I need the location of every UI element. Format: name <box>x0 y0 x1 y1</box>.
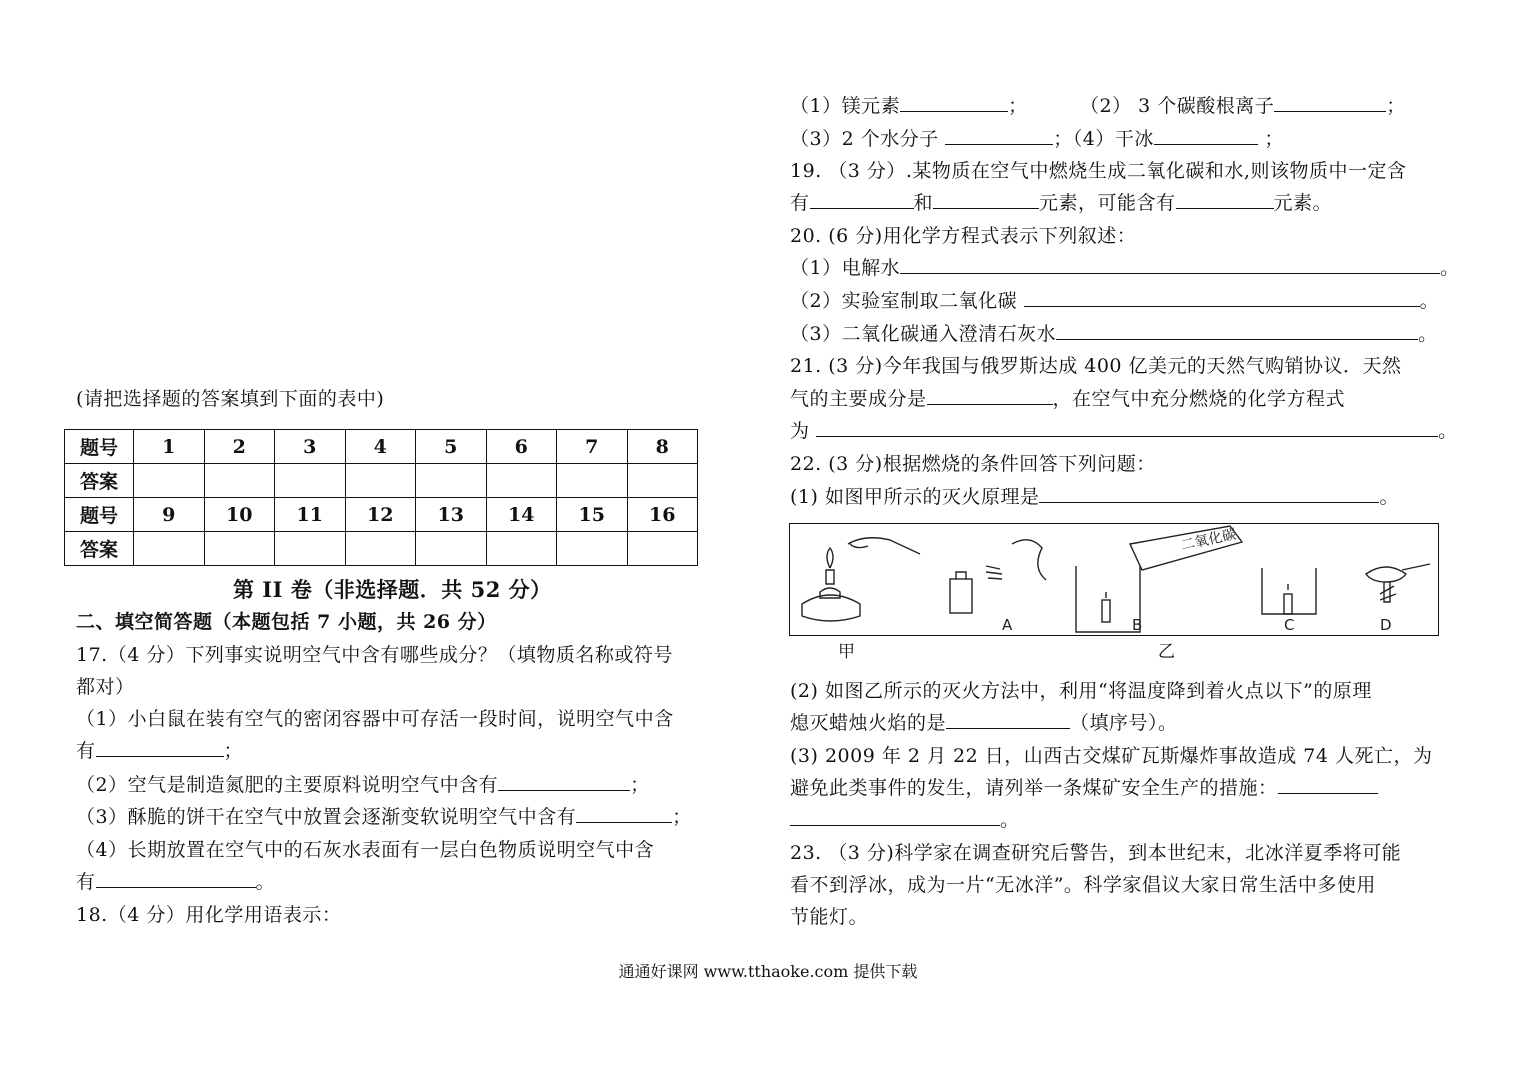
q17-line2: 都对） <box>76 676 135 698</box>
table-cell: 16 <box>627 498 698 532</box>
q21-period: 。 <box>1438 420 1458 442</box>
table-cell: 13 <box>416 498 487 532</box>
q18-3-blank[interactable] <box>945 124 1053 145</box>
footer-credit: 通通好课网 www.tthaoke.com 提供下载 <box>618 962 918 981</box>
q20-3-text: （3）二氧化碳通入澄清石灰水 <box>790 323 1057 345</box>
q20-1-text: （1）电解水 <box>790 257 901 279</box>
q22-3-blank-2[interactable] <box>790 805 1000 826</box>
figure-caption-yi: 乙 <box>1158 642 1176 662</box>
q17-4-prefix: 有 <box>76 871 96 893</box>
q21-prefix: 为 <box>790 420 810 442</box>
answer-cell[interactable] <box>486 464 557 498</box>
table-cell: 题号 <box>65 498 134 532</box>
q17-4-answer-line <box>76 866 275 898</box>
answer-cell[interactable] <box>134 464 205 498</box>
answer-cell[interactable] <box>345 532 416 566</box>
table-cell: 1 <box>134 430 205 464</box>
q20-2-period: 。 <box>1419 290 1440 312</box>
q22-3-period: 。 <box>1000 809 1020 831</box>
table-cell: 6 <box>486 430 557 464</box>
answer-cell[interactable] <box>416 532 487 566</box>
q22-1-period: 。 <box>1379 486 1399 508</box>
figure-label-d: D <box>1380 616 1392 634</box>
table-row <box>65 430 698 464</box>
q20-title: 20. (6 分)用化学方程式表示下列叙述： <box>790 225 1137 247</box>
q23-line1: 23. （3 分)科学家在调查研究后警告，到本世纪末，北冰洋夏季将可能 <box>790 842 1402 864</box>
table-cell: 12 <box>345 498 416 532</box>
candle-c-illustration <box>1262 568 1316 614</box>
q20-1-period: 。 <box>1440 257 1460 279</box>
q22-2-line1: (2) 如图乙所示的灭火方法中，利用“将温度降到着火点以下”的原理 <box>790 680 1372 702</box>
q19-blank-1[interactable] <box>810 188 914 209</box>
q22-2-line2 <box>790 707 1178 739</box>
figure-label-a: A <box>1002 616 1013 634</box>
q17-1-suffix: ； <box>223 740 244 762</box>
q21-line2 <box>790 383 1345 415</box>
section-title: 第 II 卷（非选择题．共 52 分） <box>233 577 552 602</box>
q22-1-blank[interactable] <box>1039 482 1379 503</box>
q22-2-suffix: （填序号）。 <box>1070 712 1178 734</box>
q20-3-blank[interactable] <box>1056 319 1418 340</box>
answer-cell[interactable] <box>204 464 275 498</box>
table-cell: 7 <box>557 430 628 464</box>
q19-blank-2[interactable] <box>933 188 1039 209</box>
q22-2-blank[interactable] <box>946 708 1070 729</box>
q18-1-blank[interactable] <box>900 91 1008 112</box>
q17-line1: 17.（4 分）下列事实说明空气中含有哪些成分？（填物质名称或符号 <box>76 644 673 666</box>
q17-1-answer-line <box>76 735 243 767</box>
q18-4-blank[interactable] <box>1154 124 1258 145</box>
q19-blank-3[interactable] <box>1176 188 1274 209</box>
q22-3-line2 <box>790 772 1378 804</box>
q18-2-suffix: ； <box>1386 95 1406 117</box>
candle-d-illustration <box>1366 564 1430 602</box>
table-cell: 题号 <box>65 430 134 464</box>
table-row <box>65 464 698 498</box>
q20-1-line <box>790 252 1460 284</box>
alcohol-lamp-illustration <box>802 538 920 621</box>
q22-1-text: (1) 如图甲所示的灭火原理是 <box>790 486 1040 508</box>
q19-mid: 元素，可能含有 <box>1039 192 1176 214</box>
q20-3-line <box>790 318 1438 350</box>
q19-and: 和 <box>913 192 934 214</box>
q17-1-prefix: 有 <box>76 740 96 762</box>
q17-2-line <box>76 769 650 801</box>
candle-a-illustration <box>950 540 1046 613</box>
table-cell: 5 <box>416 430 487 464</box>
q22-3-blank-1[interactable] <box>1278 773 1378 794</box>
answer-cell[interactable] <box>557 464 628 498</box>
q21-line3 <box>790 415 1458 447</box>
answer-cell[interactable] <box>345 464 416 498</box>
q17-2-text: （2）空气是制造氮肥的主要原料说明空气中含有 <box>76 774 499 796</box>
q17-4-text: （4）长期放置在空气中的石灰水表面有一层白色物质说明空气中含 <box>76 839 655 861</box>
answer-cell[interactable] <box>486 532 557 566</box>
answer-table <box>64 429 698 566</box>
q20-3-period: 。 <box>1418 323 1438 345</box>
figure-drawing <box>790 524 1440 637</box>
answer-cell[interactable] <box>134 532 205 566</box>
table-cell: 11 <box>275 498 346 532</box>
q17-3-text: （3）酥脆的饼干在空气中放置会逐渐变软说明空气中含有 <box>76 806 577 828</box>
q20-1-blank[interactable] <box>900 253 1440 274</box>
q17-2-blank[interactable] <box>498 770 630 791</box>
q19-prefix: 有 <box>790 192 810 214</box>
answer-cell[interactable] <box>557 532 628 566</box>
q18-3-line <box>790 123 1284 155</box>
q19-suffix: 元素。 <box>1273 192 1333 214</box>
q22-3-line3 <box>790 804 1020 836</box>
q21-text: 气的主要成分是 <box>790 388 927 410</box>
q20-2-text: （2）实验室制取二氧化碳 <box>790 290 1018 312</box>
q22-2-text: 熄灭蜡烛火焰的是 <box>790 712 947 734</box>
figure-caption-jia: 甲 <box>838 642 856 662</box>
q20-2-line <box>790 285 1439 317</box>
table-cell: 14 <box>486 498 557 532</box>
q21-blank-1[interactable] <box>927 384 1053 405</box>
fire-extinguishing-figure <box>789 523 1439 636</box>
table-cell: 4 <box>345 430 416 464</box>
bottle-label: 二氧化碳 <box>1179 526 1238 554</box>
q18-1-text: （1）镁元素 <box>790 95 901 117</box>
q23-line3: 节能灯。 <box>790 906 869 928</box>
q17-4-suffix: 。 <box>255 871 276 893</box>
q17-2-suffix: ； <box>630 774 650 796</box>
q17-3-line <box>76 801 692 833</box>
answer-cell[interactable] <box>204 532 275 566</box>
q21-line1: 21. (3 分)今年我国与俄罗斯达成 400 亿美元的天然气购销协议．天然 <box>790 355 1402 377</box>
q22-1-line <box>790 481 1399 513</box>
q17-1-text: （1）小白鼠在装有空气的密闭容器中可存活一段时间，说明空气中含 <box>76 708 674 730</box>
table-cell: 答案 <box>65 532 134 566</box>
q22-3-line1: (3) 2009 年 2 月 22 日，山西古交煤矿瓦斯爆炸事故造成 74 人死亡，为 <box>790 745 1433 767</box>
q21-text-2: ，在空气中充分燃烧的化学方程式 <box>1052 388 1346 410</box>
part-title: 二、填空简答题（本题包括 7 小题，共 26 分） <box>76 611 497 633</box>
q18-1-line <box>790 90 1028 122</box>
answer-cell[interactable] <box>275 532 346 566</box>
table-cell: 10 <box>204 498 275 532</box>
q18-4-text: ；（4）干冰 <box>1053 128 1154 150</box>
q23-line2: 看不到浮冰，成为一片“无冰洋”。科学家倡议大家日常生活中多使用 <box>790 874 1376 896</box>
figure-label-c: C <box>1284 616 1295 634</box>
q20-2-blank[interactable] <box>1024 286 1420 307</box>
answer-cell[interactable] <box>627 532 698 566</box>
q19-line1: 19. （3 分）.某物质在空气中燃烧生成二氧化碳和水,则该物质中一定含 <box>790 160 1407 182</box>
table-row <box>65 498 698 532</box>
table-cell: 9 <box>134 498 205 532</box>
q17-3-blank[interactable] <box>576 802 672 823</box>
q17-3-suffix: ； <box>672 806 692 828</box>
answer-cell[interactable] <box>416 464 487 498</box>
q18-4-suffix: ； <box>1264 128 1284 150</box>
q21-blank-2[interactable] <box>816 416 1438 437</box>
q18-2-line <box>1080 90 1406 122</box>
table-cell: 8 <box>627 430 698 464</box>
q18-title: 18.（4 分）用化学用语表示： <box>76 904 342 926</box>
q18-2-text: （2） 3 个碳酸根离子 <box>1080 95 1275 117</box>
answer-cell[interactable] <box>275 464 346 498</box>
q19-line2 <box>790 187 1332 219</box>
table-row <box>65 532 698 566</box>
q18-1-suffix: ； <box>1008 95 1028 117</box>
q17-1-blank[interactable] <box>96 736 224 757</box>
table-cell: 答案 <box>65 464 134 498</box>
table-instruction: (请把选择题的答案填到下面的表中) <box>76 388 385 410</box>
q22-title: 22. (3 分)根据燃烧的条件回答下列问题： <box>790 453 1156 475</box>
table-cell: 2 <box>204 430 275 464</box>
q18-3-text: （3）2 个水分子 <box>790 128 939 150</box>
figure-label-b: B <box>1132 616 1143 634</box>
table-cell: 3 <box>275 430 346 464</box>
q22-3-text: 避免此类事件的发生，请列举一条煤矿安全生产的措施： <box>790 777 1278 799</box>
q18-2-blank[interactable] <box>1274 91 1386 112</box>
q17-4-blank[interactable] <box>96 867 256 888</box>
answer-cell[interactable] <box>627 464 698 498</box>
table-cell: 15 <box>557 498 628 532</box>
